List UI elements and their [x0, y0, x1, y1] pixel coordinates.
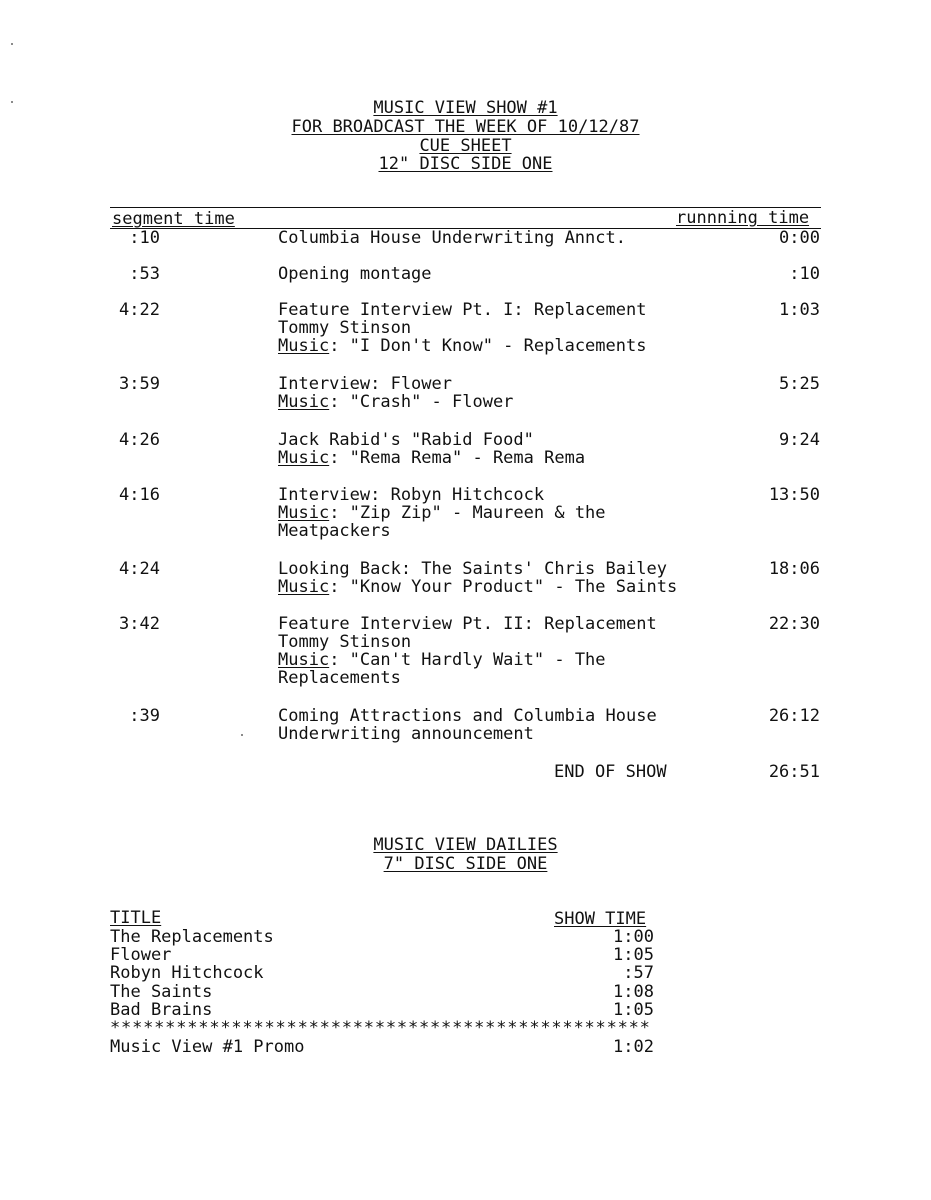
- description-text: : "I Don't Know" - Replacements: [329, 336, 647, 356]
- dailies-subtitle: 7" DISC SIDE ONE: [383, 854, 548, 874]
- segment-time: 3:42: [119, 614, 160, 634]
- music-label: Music: [278, 336, 330, 356]
- promo-time: 1:02: [613, 1037, 654, 1057]
- description-line: [278, 669, 748, 687]
- running-time: 26:12: [768, 706, 820, 726]
- segment-description: [278, 301, 748, 355]
- segment-time: 4:16: [119, 485, 160, 505]
- music-label: Music: [278, 503, 330, 523]
- dailies-item-time: 1:00: [613, 927, 654, 947]
- music-label: Music: [278, 577, 330, 597]
- title-line-2: FOR BROADCAST THE WEEK OF 10/12/87: [291, 117, 640, 137]
- scan-speck: [11, 101, 13, 103]
- segment-time: :10: [129, 228, 160, 248]
- dailies-item-title: Flower: [110, 945, 172, 966]
- dailies-item-time: 1:08: [613, 981, 654, 1002]
- description-line: [278, 633, 748, 651]
- description-text: Jack Rabid's "Rabid Food": [278, 430, 534, 450]
- description-text: Tommy Stinson: [278, 318, 412, 338]
- segment-description: [278, 486, 748, 540]
- description-line: [278, 265, 748, 283]
- segment-description: [278, 229, 748, 247]
- description-text: Feature Interview Pt. II: Replacement: [278, 614, 657, 634]
- segment-description: [278, 560, 748, 596]
- segment-description: [278, 431, 748, 467]
- description-text: Interview: Flower: [278, 374, 452, 394]
- promo-title: Music View #1 Promo: [110, 1037, 305, 1057]
- music-label: Music: [278, 650, 330, 670]
- description-line: [278, 301, 748, 319]
- description-line: [278, 560, 748, 578]
- dailies-item-title: The Saints: [110, 981, 213, 1002]
- segment-description: [278, 265, 748, 283]
- title-line-3: CUE SHEET: [419, 136, 512, 156]
- description-line: [278, 504, 748, 522]
- description-line: [278, 578, 748, 596]
- description-line: [278, 522, 748, 540]
- segment-description: [278, 615, 748, 687]
- dailies-item-title: Bad Brains: [110, 999, 213, 1020]
- segment-time: 3:59: [119, 374, 160, 394]
- description-line: [278, 725, 748, 743]
- running-time: 13:50: [768, 485, 820, 505]
- description-text: : "Can't Hardly Wait" - The: [329, 650, 606, 670]
- description-line: [278, 229, 748, 247]
- running-time: :10: [789, 264, 820, 284]
- running-time: 1:03: [779, 300, 820, 320]
- segment-description: [278, 707, 748, 743]
- segment-description: [278, 375, 748, 411]
- description-text: Looking Back: The Saints' Chris Bailey: [278, 559, 667, 579]
- description-text: Feature Interview Pt. I: Replacement: [278, 300, 647, 320]
- description-text: Replacements: [278, 668, 401, 688]
- description-line: [278, 615, 748, 633]
- description-text: : "Zip Zip" - Maureen & the: [329, 503, 606, 523]
- segment-time: :39: [129, 706, 160, 726]
- description-line: [278, 337, 748, 355]
- description-text: Meatpackers: [278, 521, 391, 541]
- description-text: Columbia House Underwriting Annct.: [278, 228, 626, 248]
- description-line: [278, 431, 748, 449]
- segment-time-header: segment time: [112, 209, 235, 229]
- description-line: [278, 375, 748, 393]
- segment-time: 4:22: [119, 300, 160, 320]
- dailies-item-time: 1:05: [613, 999, 654, 1020]
- scan-speck: [11, 43, 13, 45]
- description-text: Opening montage: [278, 264, 432, 284]
- music-label: Music: [278, 392, 330, 412]
- scan-speck: [241, 734, 243, 736]
- title-line-4: 12" DISC SIDE ONE: [378, 154, 553, 174]
- description-text: Coming Attractions and Columbia House: [278, 706, 657, 726]
- description-line: [278, 707, 748, 725]
- end-of-show-label: END OF SHOW: [554, 762, 667, 782]
- title-line-1: MUSIC VIEW SHOW #1: [373, 98, 558, 118]
- description-line: [278, 651, 748, 669]
- description-text: : "Know Your Product" - The Saints: [329, 577, 678, 597]
- dailies-title: MUSIC VIEW DAILIES: [373, 835, 558, 855]
- running-time: 18:06: [768, 559, 820, 579]
- running-time-header: runnning time: [676, 208, 810, 228]
- description-line: [278, 393, 748, 411]
- dailies-item-title: The Replacements: [110, 927, 274, 947]
- description-line: [278, 486, 748, 504]
- segment-time: 4:24: [119, 559, 160, 579]
- description-line: [278, 319, 748, 337]
- description-text: Tommy Stinson: [278, 632, 412, 652]
- running-time: 9:24: [779, 430, 820, 450]
- description-text: : "Crash" - Flower: [329, 392, 514, 412]
- running-time: 5:25: [779, 374, 820, 394]
- segment-time: :53: [129, 264, 160, 284]
- dailies-item-title: Robyn Hitchcock: [110, 963, 264, 984]
- dailies-title-header: TITLE: [110, 908, 162, 928]
- running-time: 22:30: [768, 614, 820, 634]
- description-text: Underwriting announcement: [278, 724, 534, 744]
- asterisk-divider: *************************************************: [110, 1018, 651, 1038]
- description-text: : "Rema Rema" - Rema Rema: [329, 448, 586, 468]
- running-time: 0:00: [779, 228, 820, 248]
- dailies-item-time: :57: [623, 963, 654, 984]
- music-label: Music: [278, 448, 330, 468]
- dailies-time-header: SHOW TIME: [554, 909, 647, 929]
- end-of-show-time: 26:51: [768, 762, 820, 782]
- description-text: Interview: Robyn Hitchcock: [278, 485, 545, 505]
- segment-time: 4:26: [119, 430, 160, 450]
- dailies-item-time: 1:05: [613, 945, 654, 966]
- description-line: [278, 449, 748, 467]
